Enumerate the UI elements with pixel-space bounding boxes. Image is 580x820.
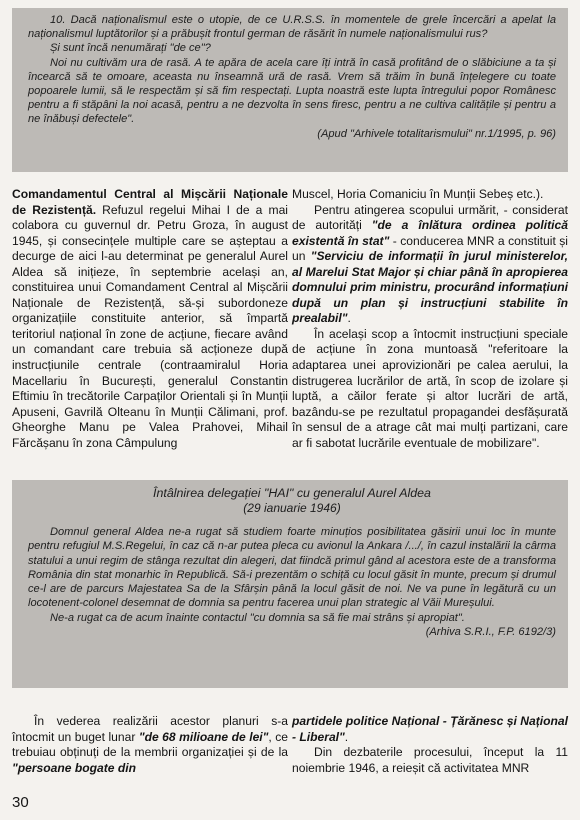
left-column-top	[12, 187, 288, 451]
right-paragraph-2	[292, 203, 568, 327]
emphasis-quote: "Serviciu de informații în jurul ministerelor, al Marelui Stat Major și chiar până în apropierea domnului prim ministru, procurând informațiuni după un plan și instrucțiuni stabilite în prealabil"	[292, 249, 568, 326]
emphasis-quote: "de 68 milioane de lei"	[138, 729, 269, 744]
text-run: , ce trebuiau obținuți de la membrii organizației și de la	[12, 729, 288, 760]
meeting-box	[12, 480, 568, 688]
text-run: .	[344, 729, 349, 744]
meeting-paragraph-1: Domnul general Aldea ne-a rugat să studiem foarte minuțios posibilitatea găsirii unui loc în munte pentru refugiul M.S.Regelui, în caz că n-ar putea pleca cu avionul la Ankara /.../, în cazul instalării la cârma statului a unui regim de stânga rezultat din alegeri, dat fiindcă primul gând al acestora este de a transforma România din stat monarhic în Republică. Să-i prezentăm o schiță cu locul găsit în munte, precum și drumul ce-l are de parcurs Majestatea Sa de la Sfârșin până la locul găsit de noi. Ne va pune în legătură cu un locotenent-colonel desemnat de domnia sa pentru facerea unui plan strategic al Văii Mureșului.	[28, 526, 556, 610]
meeting-source: (Arhiva S.R.I., F.P. 6192/3)	[425, 626, 556, 639]
meeting-paragraph-2: Ne-a rugat ca de acum înainte contactul "cu domnia sa să fie mai strâns și apropiat".	[50, 611, 465, 624]
page-number: 30	[12, 794, 29, 811]
emphasis-quote: "de a înlătura ordinea politică existentă în stat"	[292, 218, 568, 248]
meeting-date: (29 ianuarie 1946)	[243, 501, 341, 515]
right-paragraph-1: Muscel, Horia Comaniciu în Munții Sebeș etc.).	[292, 187, 544, 201]
quote-paragraph-1: 10. Dacă naționalismul este o utopie, de ce U.R.S.S. în momentele de grele încercări a apelat la naționalismul luptătorilor și a prăbușit frontul german de răsărit în numele naționalismului rus?	[28, 14, 556, 41]
left-paragraph-body: Refuzul regelui Mihai I de a mai colabora cu guvernul dr. Petru Groza, în august 1945, și consecințele multiple care se așteptau a decurge de aici l-au determinat pe generalul Aurel Aldea să inițieze, în septembrie același an, constituirea unui Comandament Central al Mișcării Naționale de Rezistență, să-și subordoneze organizațiile constituite anterior, să împartă teritoriul național în zone de acțiune, fiecare având un comandant care trebuia să acționeze după instrucțiunile centrale (contraamiralul Horia Macellariu în București, generalul Constantin Eftimiu în trecătorile Carpaților Orientali și în Munții Apuseni, Gavrilă Olteanu în Munții Călimani, prof. Gheorghe Manu pe Valea Prahovei, Mihail Fărcășanu în zona Câmpulung	[12, 202, 288, 450]
right-bottom-paragraph-2: Din dezbaterile procesului, început la 11 noiembrie 1946, a reieșit că activitatea MNR	[292, 745, 568, 775]
text-run: În vederea realizării acestor planuri s-a întocmit un buget lunar	[12, 714, 288, 744]
text-run: .	[347, 311, 351, 326]
text-run: Pentru atingerea scopului urmărit, - considerat de autorități	[292, 202, 568, 233]
emphasis-quote: partidele politice Național - Țărănesc și Național - Liberal"	[292, 714, 568, 744]
text-run: - conducerea MNR a constituit și un	[292, 233, 568, 264]
meeting-title: Întâlnirea delegației "HAI" cu generalul Aurel Aldea	[153, 486, 431, 500]
right-bottom-paragraph-1	[292, 714, 568, 745]
quote-paragraph-3: Noi nu cultivăm ura de rasă. A te apăra de acela care îți intră în casă profitând de o slăbiciune a ta și încearcă să te omoare, aceasta nu înseamnă ură de rasă. Vrem să trăim în bună înțelegere cu toate popoarele lumii, să le respectăm și să fim respectați. Lupta noastră este lupta întregului popor Românesc pentru a fi stăpâni la noi acasă, pentru a ne dezvolta în sens firesc, pentru a ne cultiva calitățile și pentru a ne înăbuși defectele".	[28, 56, 556, 126]
right-paragraph-3: În același scop a întocmit instrucțiuni speciale de acțiune în zona muntoasă "referitoare la adaptarea unei aprovizionări pe calea aerului, la distrugerea lucrărilor de artă, în scop de izolare și luptă, a căilor ferate și altor lucrări de artă, bazându-se pe rezultatul propagandei desfășurată în sensul de a atrage cât mai mulți partizani, care ar fi sabotat lucrările eventuale de mobilizare".	[292, 326, 568, 450]
right-column-bottom	[292, 714, 568, 776]
quote-paragraph-2: Și sunt încă nenumărați "de ce"?	[50, 42, 211, 55]
quote-source: (Apud "Arhivele totalitarismului" nr.1/1995, p. 96)	[317, 127, 556, 140]
right-column-top	[292, 187, 568, 451]
left-paragraph	[12, 187, 288, 451]
section-heading: Comandamentul Central al Mișcării Naționale de Rezistență.	[12, 187, 288, 217]
quote-box	[12, 8, 568, 172]
left-bottom-paragraph	[12, 714, 288, 776]
left-column-bottom	[12, 714, 288, 776]
emphasis-quote: "persoane bogate din	[12, 760, 137, 775]
